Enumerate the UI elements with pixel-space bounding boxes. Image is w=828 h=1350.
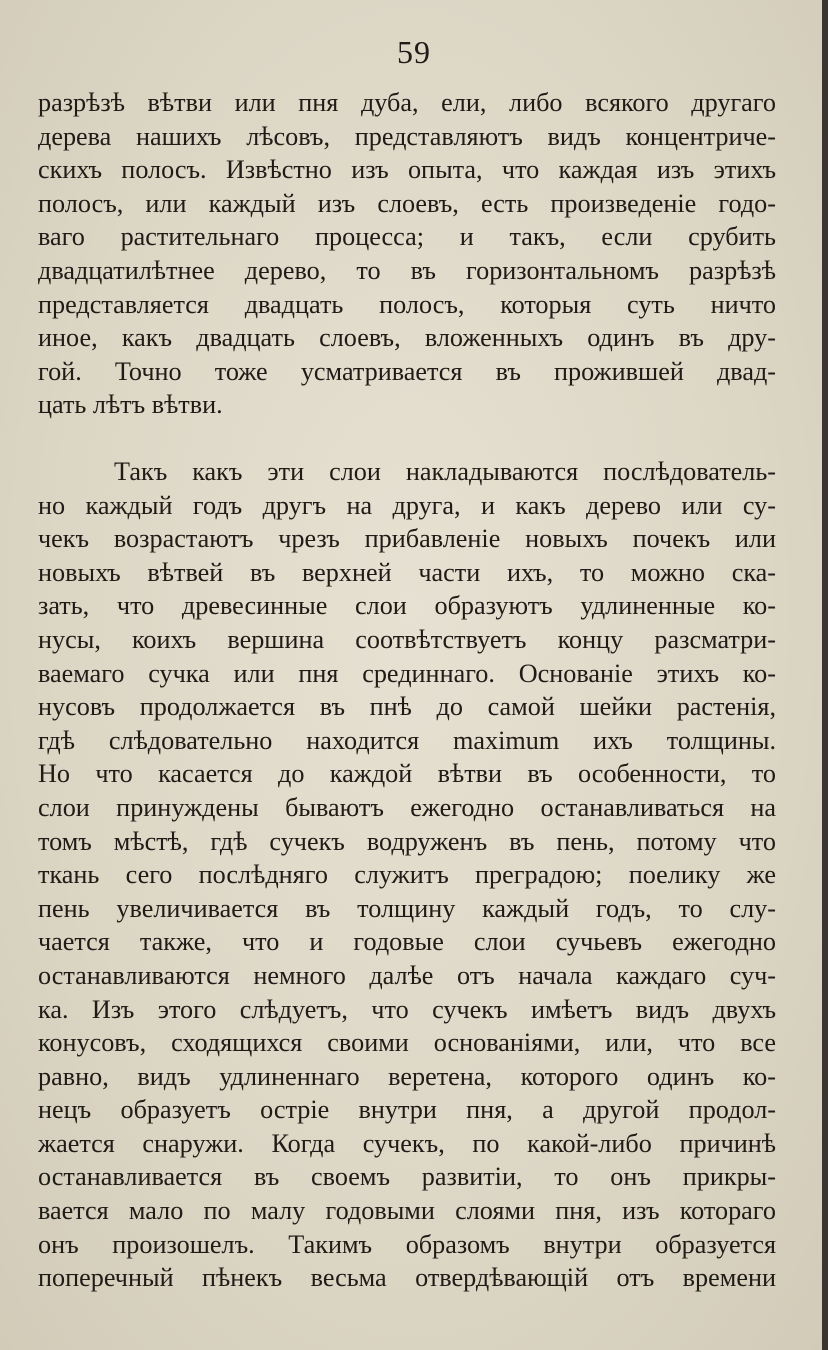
text-line: слои принуждены бываютъ ежегодно останавливаться на xyxy=(38,792,776,822)
text-line: ка. Изъ этого слѣдуетъ, что сучекъ имѣетъ видъ двухъ xyxy=(38,994,776,1024)
text-line: чается также, что и годовые слои сучьевъ ежегодно xyxy=(38,927,776,957)
text-line: конусовъ, сходящихся своими основаніями, или, что все xyxy=(38,1028,776,1058)
text-line: чекъ возрастаютъ чрезъ прибавленіе новыхъ почекъ или xyxy=(38,524,776,554)
text-line: иное, какъ двадцать слоевъ, вложенныхъ одинъ въ дру- xyxy=(38,323,776,353)
text-line: томъ мѣстѣ, гдѣ сучекъ водруженъ въ пень, потому что xyxy=(38,826,776,856)
text-line: онъ произошелъ. Такимъ образомъ внутри образуется xyxy=(38,1229,776,1259)
text-line: разрѣзѣ вѣтви или пня дуба, ели, либо всякого другаго xyxy=(38,88,776,117)
text-line: равно, видъ удлиненнаго веретена, которого одинъ ко- xyxy=(38,1061,776,1091)
text-line: гдѣ слѣдовательно находится maximum ихъ толщины. xyxy=(38,725,776,755)
text-line: нецъ образуетъ остріе внутри пня, а другой продол- xyxy=(38,1095,776,1125)
paragraph-2 xyxy=(38,455,776,1295)
text-line: Но что касается до каждой вѣтви въ особенности, то xyxy=(38,759,776,789)
text-line: останавливаются немного далѣе отъ начала каждаго суч- xyxy=(38,960,776,990)
text-line: гой. Точно тоже усматривается въ прожившей двад- xyxy=(38,356,776,386)
text-line: ваемаго сучка или пня срединнаго. Основаніе этихъ ко- xyxy=(38,658,776,688)
text-line: новыхъ вѣтвей въ верхней части ихъ, то можно ска- xyxy=(38,557,776,587)
text-line: жается снаружи. Когда сучекъ, по какой-либо причинѣ xyxy=(38,1128,776,1158)
page-number: 59 xyxy=(397,34,431,70)
text-line: пень увеличивается въ толщину каждый годъ, то слу- xyxy=(38,893,776,923)
text-line: Такъ какъ эти слои накладываются послѣдователь- xyxy=(114,457,776,486)
text-line: полосъ, или каждый изъ слоевъ, есть произведеніе годо- xyxy=(38,188,776,218)
text-line: останавливается въ своемъ развитіи, то онъ прикры- xyxy=(38,1162,776,1192)
text-line: нусовъ продолжается въ пнѣ до самой шейки растенія, xyxy=(38,692,776,722)
text-line: вается мало по малу годовыми слоями пня, изъ котораго xyxy=(38,1196,776,1226)
text-line: ваго растительнаго процесса; и такъ, если срубить xyxy=(38,222,776,252)
text-line: поперечный пѣнекъ весьма отвердѣвающій отъ времени xyxy=(38,1263,776,1293)
text-line: зать, что древесинные слои образуютъ удлиненные ко- xyxy=(38,591,776,621)
text-line: ткань сего послѣдняго служитъ преградою; поелику же xyxy=(38,860,776,890)
text-line: цать лѣтъ вѣтви. xyxy=(38,390,223,420)
text-line: дерева нашихъ лѣсовъ, представляютъ видъ концентриче- xyxy=(38,121,776,151)
text-line: двадцатилѣтнее дерево, то въ горизонтальномъ разрѣзѣ xyxy=(38,255,776,285)
text-line: нусы, коихъ вершина соотвѣтствуетъ концу разсматри- xyxy=(38,624,776,654)
text-line: но каждый годъ другъ на друга, и какъ дерево или су- xyxy=(38,490,776,520)
text-line: представляется двадцать полосъ, которыя суть ничто xyxy=(38,289,776,319)
paragraph-1 xyxy=(38,86,776,422)
text-line: скихъ полосъ. Извѣстно изъ опыта, что каждая изъ этихъ xyxy=(38,155,776,185)
